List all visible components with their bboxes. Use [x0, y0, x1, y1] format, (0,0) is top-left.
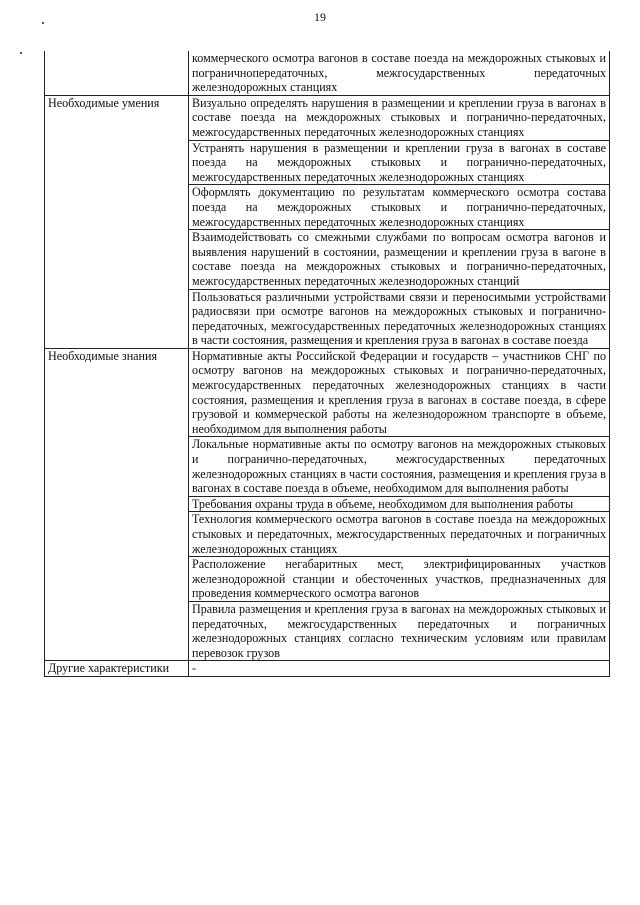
table-row	[45, 51, 610, 95]
job-requirements-table	[44, 51, 610, 677]
table-row	[45, 348, 610, 437]
row-text: Технология коммерческого осмотра вагонов в составе поезда на междорожных стыковых и передаточных, межгосударственных передаточных и пограничных железнодорожных станциях	[189, 512, 610, 557]
row-text: Взаимодействовать со смежными службами по вопросам осмотра вагонов и выявления нарушений в состоянии, размещении и креплении груза в вагоне в составе поезда на междорожных стыковых и погранично-передаточных, межгосударственных передаточных железнодорожных станций	[189, 230, 610, 289]
row-text: Правила размещения и крепления груза в вагонах на междорожных стыковых и передаточных, межгосударственных передаточных и пограничных железнодорожных станциях согласно техническим условиям или правилам перевозок грузов	[189, 601, 610, 660]
row-text: Расположение негабаритных мест, электрифицированных участков железнодорожной станции и обесточенных участков, предназначенных для проведения коммерческого осмотра вагонов	[189, 557, 610, 602]
table-row	[45, 661, 610, 677]
row-text: Устранять нарушения в размещении и креплении груза в вагонах в составе поезда на междорожных стыковых и погранично-передаточных, межгосударственных передаточных железнодорожных станциях	[189, 140, 610, 185]
row-text: -	[189, 661, 610, 677]
row-label-knowledge: Необходимые знания	[45, 348, 189, 660]
scan-speck	[20, 52, 22, 54]
row-text: Локальные нормативные акты по осмотру вагонов на междорожных стыковых и погранично-передаточных, межгосударственных передаточных железнодорожных станциях в части состояния, размещения и крепления груза в вагонах в составе поезда в объеме, необходимом для выполнения работы	[189, 437, 610, 496]
row-label-other: Другие характеристики	[45, 661, 189, 677]
table-row	[45, 95, 610, 140]
row-text: коммерческого осмотра вагонов в составе поезда на междорожных стыковых и пограничнопередаточных, межгосударственных передаточных железнодорожных станциях	[189, 51, 610, 95]
row-label	[45, 51, 189, 95]
row-text: Требования охраны труда в объеме, необходимом для выполнения работы	[189, 496, 610, 512]
row-label-skills: Необходимые умения	[45, 95, 189, 348]
row-text: Визуально определять нарушения в размещении и креплении груза в вагонах в составе поезда на междорожных стыковых и погранично-передаточных, межгосударственных передаточных железнодорожных станциях	[189, 95, 610, 140]
row-text: Пользоваться различными устройствами связи и переносимыми устройствами радиосвязи при осмотре вагонов на междорожных стыковых и погранично-передаточных, межгосударственных передаточных железнодорожных станциях в части состояния, размещения и крепления груза в вагонах в составе поезда	[189, 289, 610, 348]
page-number: 19	[314, 10, 326, 24]
row-text: Нормативные акты Российской Федерации и государств – участников СНГ по осмотру вагонов на междорожных стыковых и погранично-передаточных, межгосударственных передаточных железнодорожных станциях в части состояния, размещения и крепления груза в вагонах в составе поезда, в сфере грузовой и коммерческой работы на железнодорожном транспорте в объеме, необходимом для выполнения работы	[189, 348, 610, 437]
row-text: Оформлять документацию по результатам коммерческого осмотра состава поезда на междорожных стыковых и погранично-передаточных, межгосударственных передаточных железнодорожных станциях	[189, 185, 610, 230]
